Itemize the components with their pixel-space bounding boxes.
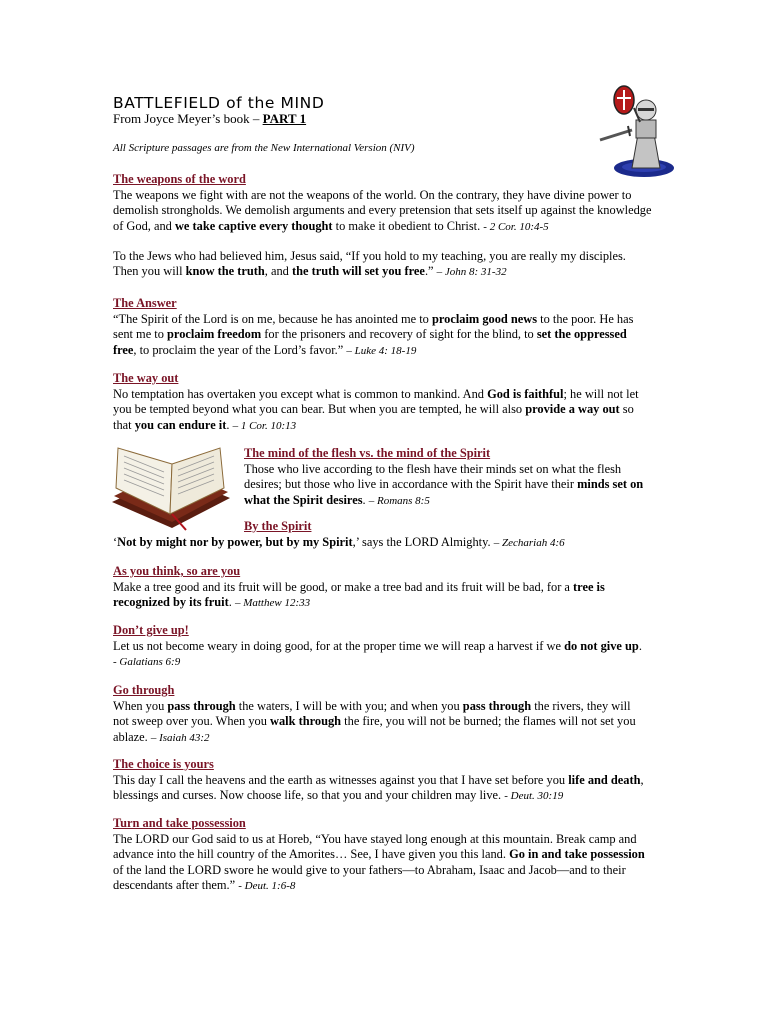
section-the-answer: [113, 296, 638, 359]
section-choice-is-yours: [113, 757, 658, 805]
scripture-reference: - Deut. 30:19: [504, 790, 564, 803]
section-text: Those who live according to the flesh have their minds set on what the flesh desires; but those who live in accordance with the Spirit have their minds set on what the Spirit desires. – Romans 8:5: [244, 462, 644, 507]
section-heading-by-the-spirit: [244, 519, 544, 535]
section-heading: By the Spirit: [244, 519, 312, 533]
scripture-reference: – Zechariah 4:6: [493, 537, 565, 549]
scripture-reference: – Romans 8:5: [368, 494, 430, 507]
scripture-reference: – Matthew 12:33: [234, 597, 311, 610]
section-heading: Go through: [113, 683, 175, 697]
section-text: When you pass through the waters, I will be with you; and when you pass through the rivers, they will not sweep over you. When you walk through the fire, you will not be burned; the flames will not set you ablaze. – Isaiah 43:2: [113, 699, 636, 744]
section-dont-give-up: [113, 623, 658, 671]
subtitle-source: From Joyce Meyer’s book –: [113, 111, 263, 126]
version-note: All Scripture passages are from the New International Version (NIV): [113, 142, 415, 154]
section-heading: The weapons of the word: [113, 172, 246, 186]
section-by-the-spirit: [113, 535, 653, 551]
scripture-reference: – 1 Cor. 10:13: [232, 419, 297, 432]
scripture-reference: - 2 Cor. 10:4-5: [483, 220, 549, 233]
section-heading: The Answer: [113, 296, 177, 310]
section-go-through: [113, 683, 648, 746]
section-heading: Turn and take possession: [113, 816, 246, 830]
section-heading: The mind of the flesh vs. the mind of the Spirit: [244, 446, 491, 460]
section-turn-and-take-possession: [113, 816, 658, 894]
section-truth-sets-free: [113, 249, 638, 280]
scripture-reference: – John 8: 31-32: [436, 266, 507, 279]
section-text: Let us not become weary in doing good, for at the proper time we will reap a harvest if we do not give up. - Galatians 6:9: [113, 639, 642, 669]
section-text: “The Spirit of the Lord is on me, because he has anointed me to proclaim good news to the poor. He has sent me to proclaim freedom for the prisoners and recovery of sight for the blind, to set the oppressed free, to proclaim the year of the Lord’s favor.” – Luke 4: 18-19: [113, 312, 634, 357]
scripture-reference: – Luke 4: 18-19: [346, 344, 417, 357]
section-text: Make a tree good and its fruit will be good, or make a tree bad and its fruit will be bad, for a tree is recognized by its fruit. – Matthew 12:33: [113, 580, 605, 610]
section-heading: The choice is yours: [113, 757, 214, 771]
knight-illustration: [598, 82, 678, 180]
scripture-reference: - Galatians 6:9: [113, 656, 181, 669]
scripture-reference: - Deut. 1:6-8: [238, 879, 296, 892]
section-text: The LORD our God said to us at Horeb, “You have stayed long enough at this mountain. Break camp and advance into the hill country of the Amorites… See, I have given you this land. Go in and take possession of the land the LORD swore he would give to your fathers—to Abraham, Isaac and Jacob—and to their descendants after them.” - Deut. 1:6-8: [113, 832, 645, 892]
section-the-way-out: [113, 371, 645, 434]
document-subtitle: [113, 111, 306, 127]
section-text: This day I call the heavens and the earth as witnesses against you that I have set before you life and death, blessings and curses. Now choose life, so that you and your children may live. - Deut. 30:19: [113, 773, 644, 803]
section-text: No temptation has overtaken you except what is common to mankind. And God is faithful; he will not let you be tempted beyond what you can bear. But when you are tempted, he will also provide a way out so that you can endure it. – 1 Cor. 10:13: [113, 387, 639, 432]
section-mind-of-flesh-vs-spirit: [244, 446, 654, 509]
scripture-reference: – Isaiah 43:2: [150, 731, 210, 744]
bible-illustration: [102, 444, 236, 532]
subtitle-part: PART 1: [262, 111, 307, 126]
section-heading: As you think, so are you: [113, 564, 241, 578]
section-heading: The way out: [113, 371, 179, 385]
section-as-you-think: [113, 564, 653, 612]
section-weapons-of-the-word: [113, 172, 653, 235]
section-heading: Don’t give up!: [113, 623, 189, 637]
section-text: The weapons we fight with are not the weapons of the world. On the contrary, they have divine power to demolish strongholds. We demolish arguments and every pretension that sets itself up against the knowledge of God, and we take captive every thought to make it obedient to Christ. - 2 Cor. 10:4-5: [113, 188, 652, 233]
document-title: BATTLEFIELD of the MIND: [113, 94, 325, 112]
section-text: ‘Not by might nor by power, but by my Spirit,’ says the LORD Almighty. – Zechariah 4:6: [113, 535, 565, 549]
section-text: To the Jews who had believed him, Jesus said, “If you hold to my teaching, you are really my disciples. Then you will know the truth, and the truth will set you free.” – John 8: 31-32: [113, 249, 626, 279]
